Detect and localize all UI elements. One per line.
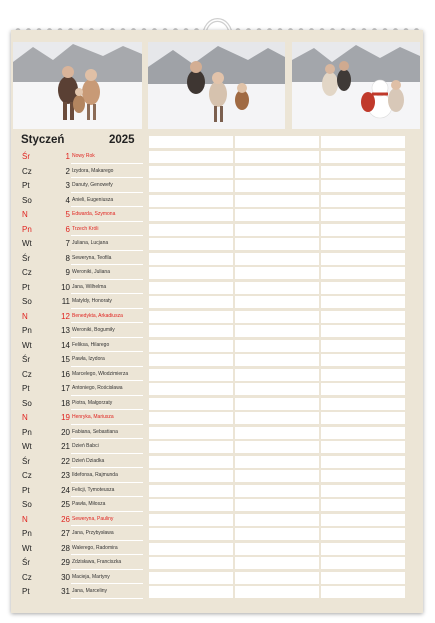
weekday-label: Pt [22,587,30,596]
weekday-label: Śr [22,152,30,161]
day-row [11,223,423,238]
row-divider [71,511,143,512]
day-row [11,194,423,209]
row-divider [71,395,143,396]
calendar-page [11,30,423,613]
row-divider [71,322,143,323]
name-day-label: Pawła, Izydora [72,356,105,362]
row-divider [71,409,143,410]
weekday-label: Pt [22,282,30,292]
row-divider [71,308,143,309]
weekday-label: Pn [22,427,32,437]
weekday-label: Śr [22,355,30,364]
weekday-label: Cz [22,369,32,379]
name-day-label: Nowy Rok [72,153,95,159]
day-number: 9 [65,268,70,277]
name-day-label: Dzień Babci [72,443,99,449]
name-day-label: Anieli, Eugeniusza [72,196,114,203]
day-row [11,310,423,325]
day-row [11,411,423,426]
day-row [11,295,423,310]
weekday-label: N [22,210,28,219]
name-day-label: Antoniego, Rościsława [72,385,123,391]
row-divider [71,163,143,164]
row-divider [71,525,143,526]
day-number: 10 [61,282,70,292]
day-number: 17 [61,384,70,393]
day-row [11,556,423,571]
day-row [11,179,423,194]
day-row [11,397,423,412]
note-cell[interactable] [235,136,319,148]
name-day-label: Edwarda, Szymona [72,211,116,217]
name-day-label: Ildefonsa, Rajmunda [72,472,118,478]
row-divider [71,496,143,497]
weekday-label: Wt [22,239,32,248]
weekday-label: So [22,398,32,408]
day-number: 28 [61,543,70,553]
day-number: 2 [65,166,70,176]
day-number: 27 [61,529,70,538]
row-divider [71,482,143,483]
day-number: 1 [65,152,70,161]
month-name: Styczeń [21,134,65,146]
day-number: 16 [61,369,70,379]
name-day-label: Benedykta, Arkadiusza [72,312,123,319]
name-day-label: Felicji, Tymoteusza [72,486,115,493]
day-row [11,368,423,383]
day-number: 25 [61,500,70,509]
day-row [11,469,423,484]
weekday-label: So [22,195,32,205]
weekday-label: N [22,514,28,524]
row-divider [71,380,143,381]
name-day-label: Weroniki, Bogumiły [72,327,115,333]
day-number: 30 [61,572,70,582]
day-row [11,281,423,296]
name-day-label: Zdzisława, Franciszka [72,559,122,565]
name-day-label: Weroniki, Juliana [72,269,110,275]
day-number: 21 [61,442,70,451]
row-divider [71,424,143,425]
weekday-label: Cz [22,572,32,582]
name-day-label: Fabiana, Sebastiana [72,428,118,435]
day-row [11,208,423,223]
name-day-label: Seweryna, Teofila [72,254,112,261]
row-divider [71,467,143,468]
photo-2 [148,42,285,129]
row-divider [71,264,143,265]
name-day-label: Henryka, Mariusza [72,414,114,420]
day-row [11,513,423,528]
row-divider [71,569,143,570]
name-day-label: Macieja, Martyny [72,573,110,580]
row-divider [71,438,143,439]
day-row [11,266,423,281]
day-row [11,542,423,557]
row-divider [71,583,143,584]
row-divider [71,540,143,541]
day-row [11,585,423,600]
day-row [11,484,423,499]
name-day-label: Jana, Wilhelma [72,283,107,290]
weekday-label: Pt [22,384,30,393]
photo-1 [13,42,142,129]
day-number: 5 [65,210,70,219]
row-divider [71,279,143,280]
day-row [11,571,423,586]
row-divider [71,453,143,454]
year-label: 2025 [109,134,135,146]
row-divider [71,250,143,251]
day-number: 23 [61,471,70,480]
day-number: 19 [61,413,70,422]
weekday-label: Pt [22,181,30,190]
note-cell[interactable] [321,136,405,148]
row-divider [71,554,143,555]
weekday-label: Wt [22,543,32,553]
name-day-label: Seweryna, Paulinу [72,515,114,522]
weekday-label: Pt [22,485,30,495]
day-number: 15 [61,355,70,364]
day-number: 13 [61,326,70,335]
weekday-label: Pn [22,326,32,335]
row-divider [71,598,143,599]
row-divider [71,293,143,294]
weekday-label: Pn [22,529,32,538]
day-number: 7 [65,239,70,248]
row-divider [71,221,143,222]
day-row [11,382,423,397]
day-row [11,440,423,455]
row-divider [71,206,143,207]
weekday-label: Śr [22,456,30,466]
day-number: 8 [65,253,70,263]
name-day-label: Juliana, Lucjana [72,240,109,246]
day-number: 18 [61,398,70,408]
day-number: 26 [61,514,70,524]
name-day-label: Marcelego, Włodzimierza [72,370,129,377]
day-number: 14 [61,340,70,350]
note-cell[interactable] [149,136,233,148]
row-divider [71,192,143,193]
day-number: 20 [61,427,70,437]
weekday-label: So [22,500,32,509]
name-day-label: Jana, Przybysława [72,530,114,536]
day-number: 4 [65,195,70,205]
name-day-label: Matyldy, Honoraty [72,298,112,304]
name-day-label: Pawła, Miłosza [72,501,106,507]
row-divider [71,235,143,236]
weekday-label: Cz [22,166,32,176]
day-row [11,498,423,513]
day-number: 22 [61,456,70,466]
row-divider [71,177,143,178]
day-row [11,165,423,180]
day-number: 12 [61,311,70,321]
name-day-label: Jana, Marceliny [72,588,108,594]
weekday-label: N [22,311,28,321]
weekday-label: N [22,413,28,422]
weekday-label: Pn [22,224,32,234]
row-divider [71,351,143,352]
day-row [11,527,423,542]
month-header [21,134,149,150]
weekday-label: So [22,297,32,306]
day-row [11,237,423,252]
weekday-label: Wt [22,340,32,350]
day-row [11,150,423,165]
day-row [11,455,423,470]
day-row [11,252,423,267]
weekday-label: Śr [22,558,30,567]
name-day-label: Walerego, Radomira [72,544,118,551]
weekday-label: Cz [22,268,32,277]
row-divider [71,366,143,367]
name-day-label: Izydora, Makarego [72,167,114,174]
day-number: 3 [65,181,70,190]
day-row [11,353,423,368]
weekday-label: Cz [22,471,32,480]
day-number: 6 [65,224,70,234]
name-day-label: Danuty, Genowefy [72,182,113,188]
day-number: 29 [61,558,70,567]
day-number: 31 [61,587,70,596]
weekday-label: Wt [22,442,32,451]
day-row [11,426,423,441]
name-day-label: Trzech Króli [72,225,99,232]
row-divider [71,337,143,338]
day-row [11,339,423,354]
day-number: 11 [61,297,70,306]
day-row [11,324,423,339]
day-number: 24 [61,485,70,495]
weekday-label: Śr [22,253,30,263]
name-day-label: Feliksa, Hilarego [72,341,110,348]
name-day-label: Dzień Dziadka [72,457,105,464]
photo-3 [292,42,420,129]
name-day-label: Piotra, Małgorzaty [72,399,113,406]
